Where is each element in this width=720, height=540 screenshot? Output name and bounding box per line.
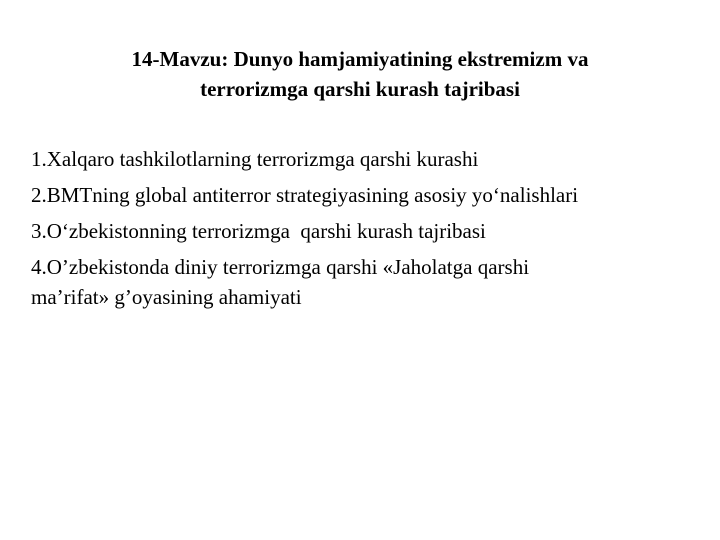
list-item: 3.O‘zbekistonning terrorizmga qarshi kurash tajribasi xyxy=(31,219,486,243)
topic-list xyxy=(31,144,691,318)
title-line-1: 14-Mavzu: Dunyo hamjamiyatining ekstremizm va xyxy=(131,47,589,71)
list-item: 4.O’zbekistonda diniy terrorizmga qarshi «Jaholatga qarshi ma’rifat» g’oyasining ahamiyati xyxy=(31,255,530,309)
list-item: 1.Xalqaro tashkilotlarning terrorizmga qarshi kurashi xyxy=(31,147,479,171)
list-item: 2.BMTning global antiterror strategiyasining asosiy yo‘nalishlari xyxy=(31,183,579,207)
title-line-2: terrorizmga qarshi kurash tajribasi xyxy=(200,77,520,101)
slide-title xyxy=(0,44,720,104)
